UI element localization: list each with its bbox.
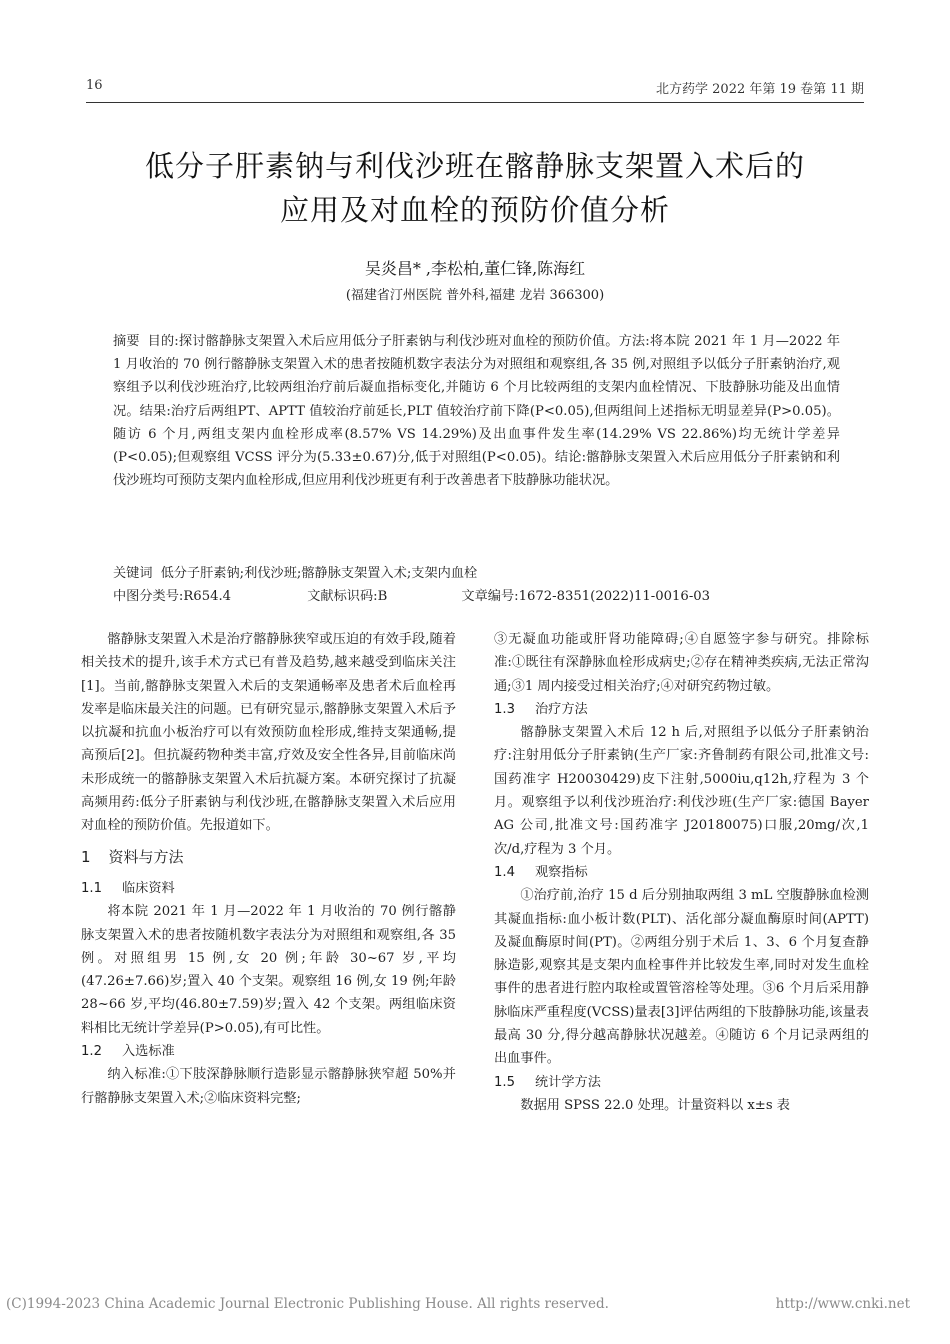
article-title: [60, 144, 890, 232]
page-number: 16: [86, 78, 103, 93]
copyright-notice: (C)1994-2023 China Academic Journal Electronic Publishing House. All rights reserved.: [6, 1296, 609, 1312]
subsection-number: 1.5: [494, 1074, 515, 1090]
cnki-link[interactable]: http://www.cnki.net: [775, 1296, 910, 1312]
authors: 吴炎昌* ,李松柏,董仁锋,陈海红: [364, 259, 586, 278]
subsection-title: 治疗方法: [534, 701, 588, 717]
section-title: 资料与方法: [108, 847, 184, 866]
intro-paragraph: 髂静脉支架置入术是治疗髂静脉狭窄或压迫的有效手段,随着相关技术的提升,该手术方式已有普及趋势,越来越受到临床关注[1]。当前,髂静脉支架置入术后的支架通畅率及患者术后血栓再发率是临床最关注的问题。已有研究显示,髂静脉支架置入术后予以抗凝和抗血小板治疗可以有效预防血栓形成,维持支架通畅,提高预后[2]。但抗凝药物种类丰富,疗效及安全性各异,目前临床尚未形成统一的髂静脉支架置入术后抗凝方案。本研究探讨了抗凝高频用药:低分子肝素钠与利伐沙班,在髂静脉支架置入术后应用对血栓的预防价值。先报道如下。: [81, 632, 456, 834]
observation-paragraph: ①治疗前,治疗 15 d 后分别抽取两组 3 mL 空腹静脉血检测其凝血指标:血小板计数(PLT)、活化部分凝血酶原时间(APTT)及凝血酶原时间(PT)。②两组分别于术后 1、3、6 个月复查静脉造影,观察其是支架内血栓事件并比较发生率,同时对发生血栓事件的患者进行腔内取栓或置管溶栓等处理。③6 个月后采用静脉临床严重程度(VCSS)量表[3]评估两组的下肢静脉功能,该量表最高 30 分,得分越高静脉状况越差。④随访 6 个月记录两组的出血事件。: [494, 888, 869, 1067]
section-number: 1: [81, 847, 91, 866]
section-heading: [81, 846, 456, 869]
subsection-heading: [494, 698, 869, 721]
abstract-text: 目的:探讨髂静脉支架置入术后应用低分子肝素钠与利伐沙班对血栓的预防价值。方法:将本院 2021 年 1 月—2022 年 1 月收治的 70 例行髂静脉支架置入术的患者按随机数字表法分为对照组和观察组,各 35 例,对照组予以低分子肝素钠治疗,观察组予以利伐沙班治疗,比较两组治疗前后凝血指标变化,并随访 6 个月比较两组的支架内血栓情况、下肢静脉功能及出血情况。结果:治疗后两组PT、APTT 值较治疗前延长,PLT 值较治疗前下降(P<0.05),但两组间上述指标无明显差异(P>0.05)。随访 6 个月,两组支架内血栓形成率(8.57% VS 14.29%)及出血事件发生率(14.29% VS 22.86%)均无统计学差异(P<0.05);但观察组 VCSS 评分为(5.33±0.67)分,低于对照组(P<0.05)。结论:髂静脉支架置入术后应用低分子肝素钠和利伐沙班均可预防支架内血栓形成,但应用利伐沙班更有利于改善患者下肢静脉功能状况。: [113, 334, 841, 489]
journal-issue: 北方药学 2022 年第 19 卷第 11 期: [656, 82, 864, 97]
classification-line: [113, 585, 860, 604]
subsection-number: 1.2: [81, 1044, 102, 1060]
title-line-2: 应用及对血栓的预防价值分析: [279, 193, 670, 227]
subsection-number: 1.3: [494, 701, 515, 717]
treatment-paragraph: 髂静脉支架置入术后 12 h 后,对照组予以低分子肝素钠治疗:注射用低分子肝素钠(生产厂家:齐鲁制药有限公司,批准文号:国药准字 H20030429)皮下注射,5000iu,q12h,疗程为 3 个月。观察组予以利伐沙班治疗:利伐沙班(生产厂家:德国 Bayer AG 公司,批准文号:国药准字 J20180075)口服,20mg/次,1 次/d,疗程为 3 个月。: [494, 725, 869, 857]
subsection-heading: [81, 877, 456, 900]
keywords: [113, 562, 840, 581]
clinical-data-paragraph: 将本院 2021 年 1 月—2022 年 1 月收治的 70 例行髂静脉支架置入术的患者按随机数字表法分为对照组和观察组,各 35 例。对照组男 15 例,女 20 例;年龄 30~67 岁,平均(47.26±7.66)岁;置入 40 个支架。观察组 16 例,女 19 例;年龄 28~66 岁,平均(46.80±7.59)岁;置入 42 个支架。两组临床资料相比无统计学差异(P>0.05),有可比性。: [81, 904, 456, 1036]
subsection-title: 观察指标: [534, 864, 588, 880]
subsection-heading: [494, 1071, 869, 1094]
keywords-text: 低分子肝素钠;利伐沙班;髂静脉支架置入术;支架内血栓: [160, 566, 478, 581]
clc-number: 中图分类号:R654.4: [113, 589, 232, 604]
subsection-number: 1.4: [494, 864, 515, 880]
inclusion-criteria-paragraph: 纳入标准:①下肢深静脉顺行造影显示髂静脉狭窄超 50%并行髂静脉支架置入术;②临床资料完整;: [81, 1067, 456, 1106]
criteria-continued-paragraph: ③无凝血功能或肝肾功能障碍;④自愿签字参与研究。排除标准:①既往有深静脉血栓形成病史;②存在精神类疾病,无法正常沟通;③1 周内接受过相关治疗;④对研究药物过敏。: [494, 632, 869, 694]
subsection-title: 临床资料: [121, 880, 175, 896]
abstract: [113, 330, 840, 492]
affiliation: (福建省汀州医院 普外科,福建 龙岩 366300): [345, 288, 605, 303]
title-line-1: 低分子肝素钠与利伐沙班在髂静脉支架置入术后的: [144, 149, 805, 183]
subsection-title: 统计学方法: [534, 1074, 601, 1090]
subsection-heading: [81, 1040, 456, 1063]
subsection-title: 入选标准: [121, 1044, 175, 1060]
subsection-number: 1.1: [81, 880, 102, 896]
subsection-heading: [494, 861, 869, 884]
right-column: [494, 628, 869, 1117]
article-number: 文章编号:1672-8351(2022)11-0016-03: [461, 589, 711, 604]
keywords-label: 关键词: [113, 566, 153, 581]
abstract-label: 摘要: [113, 334, 140, 349]
running-header: [86, 76, 864, 103]
left-column: [81, 628, 456, 1110]
statistics-paragraph: 数据用 SPSS 22.0 处理。计量资料以 x±s 表: [520, 1097, 790, 1113]
document-code: 文献标识码:B: [307, 589, 388, 604]
